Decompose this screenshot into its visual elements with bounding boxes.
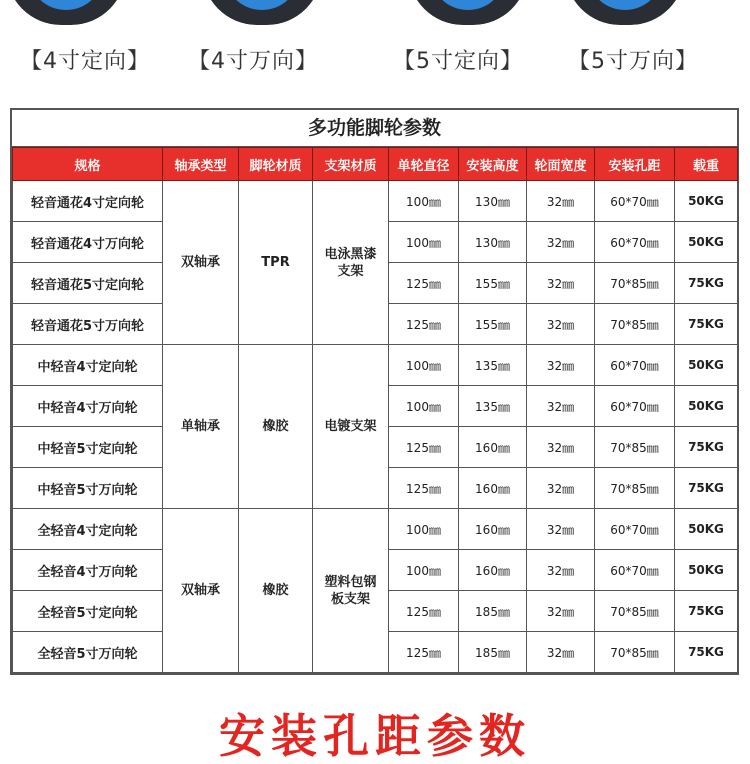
table-title: 多功能脚轮参数 xyxy=(12,110,737,147)
cell-spec: 全轻音4寸万向轮 xyxy=(13,550,163,591)
header-wheel-material: 脚轮材质 xyxy=(239,148,313,181)
cell-spec: 轻音通花4寸万向轮 xyxy=(13,222,163,263)
cell-height: 185㎜ xyxy=(459,591,527,632)
cell-diameter: 100㎜ xyxy=(389,222,459,263)
cell-width: 32㎜ xyxy=(527,181,595,222)
cell-hole-spacing: 60*70㎜ xyxy=(595,550,675,591)
cell-height: 135㎜ xyxy=(459,386,527,427)
cell-bracket-material: 电镀支架 xyxy=(313,345,389,509)
wheel-image-4 xyxy=(565,0,685,25)
cell-spec: 轻音通花5寸定向轮 xyxy=(13,263,163,304)
cell-spec: 中轻音5寸万向轮 xyxy=(13,468,163,509)
cell-hole-spacing: 60*70㎜ xyxy=(595,181,675,222)
cell-diameter: 125㎜ xyxy=(389,427,459,468)
spec-table xyxy=(10,108,739,675)
cell-hole-spacing: 70*85㎜ xyxy=(595,632,675,673)
cell-diameter: 100㎜ xyxy=(389,181,459,222)
cell-height: 160㎜ xyxy=(459,509,527,550)
cell-load: 75KG xyxy=(675,427,738,468)
cell-load: 50KG xyxy=(675,181,738,222)
cell-bracket-material: 电泳黑漆支架 xyxy=(313,181,389,345)
cell-wheel-material: TPR xyxy=(239,181,313,345)
cell-bracket-material: 塑料包钢板支架 xyxy=(313,509,389,673)
cell-load: 75KG xyxy=(675,591,738,632)
cell-load: 50KG xyxy=(675,386,738,427)
cell-wheel-material: 橡胶 xyxy=(239,345,313,509)
cell-hole-spacing: 60*70㎜ xyxy=(595,222,675,263)
table-row xyxy=(13,509,738,550)
wheel-image-2 xyxy=(202,0,322,25)
cell-hole-spacing: 60*70㎜ xyxy=(595,509,675,550)
header-width: 轮面宽度 xyxy=(527,148,595,181)
cell-width: 32㎜ xyxy=(527,550,595,591)
cell-spec: 中轻音4寸定向轮 xyxy=(13,345,163,386)
cell-height: 160㎜ xyxy=(459,468,527,509)
cell-hole-spacing: 70*85㎜ xyxy=(595,427,675,468)
cell-width: 32㎜ xyxy=(527,591,595,632)
cell-diameter: 100㎜ xyxy=(389,509,459,550)
cell-height: 160㎜ xyxy=(459,550,527,591)
cell-diameter: 100㎜ xyxy=(389,550,459,591)
cell-diameter: 125㎜ xyxy=(389,263,459,304)
cell-spec: 中轻音5寸定向轮 xyxy=(13,427,163,468)
table-row xyxy=(13,181,738,222)
header-hole-spacing: 安装孔距 xyxy=(595,148,675,181)
table-header-row xyxy=(13,148,738,181)
product-wheel-strip xyxy=(0,0,750,80)
header-spec: 规格 xyxy=(13,148,163,181)
cell-width: 32㎜ xyxy=(527,386,595,427)
cell-height: 130㎜ xyxy=(459,181,527,222)
cell-load: 50KG xyxy=(675,509,738,550)
cell-width: 32㎜ xyxy=(527,222,595,263)
header-diameter: 单轮直径 xyxy=(389,148,459,181)
cell-bearing: 双轴承 xyxy=(163,509,239,673)
cell-load: 75KG xyxy=(675,263,738,304)
cell-bearing: 双轴承 xyxy=(163,181,239,345)
product-label-3: 【5寸定向】 xyxy=(393,49,523,74)
spec-grid xyxy=(12,147,738,673)
cell-load: 50KG xyxy=(675,550,738,591)
cell-diameter: 125㎜ xyxy=(389,591,459,632)
cell-hole-spacing: 60*70㎜ xyxy=(595,345,675,386)
cell-wheel-material: 橡胶 xyxy=(239,509,313,673)
cell-diameter: 125㎜ xyxy=(389,304,459,345)
cell-height: 160㎜ xyxy=(459,427,527,468)
section-title: 安装孔距参数 xyxy=(219,709,531,763)
cell-hole-spacing: 70*85㎜ xyxy=(595,468,675,509)
product-label-4: 【5寸万向】 xyxy=(568,49,698,74)
cell-width: 32㎜ xyxy=(527,468,595,509)
cell-hole-spacing: 70*85㎜ xyxy=(595,591,675,632)
cell-diameter: 100㎜ xyxy=(389,386,459,427)
cell-spec: 中轻音4寸万向轮 xyxy=(13,386,163,427)
table-body xyxy=(13,181,738,673)
cell-width: 32㎜ xyxy=(527,632,595,673)
product-label-2: 【4寸万向】 xyxy=(188,49,318,74)
cell-width: 32㎜ xyxy=(527,263,595,304)
cell-hole-spacing: 70*85㎜ xyxy=(595,304,675,345)
cell-load: 75KG xyxy=(675,304,738,345)
cell-height: 155㎜ xyxy=(459,263,527,304)
cell-spec: 全轻音5寸定向轮 xyxy=(13,591,163,632)
cell-bearing: 单轴承 xyxy=(163,345,239,509)
cell-spec: 轻音通花5寸万向轮 xyxy=(13,304,163,345)
cell-height: 135㎜ xyxy=(459,345,527,386)
wheel-image-1 xyxy=(6,0,126,25)
cell-hole-spacing: 70*85㎜ xyxy=(595,263,675,304)
cell-diameter: 125㎜ xyxy=(389,468,459,509)
header-bracket-material: 支架材质 xyxy=(313,148,389,181)
cell-spec: 全轻音4寸定向轮 xyxy=(13,509,163,550)
cell-load: 50KG xyxy=(675,222,738,263)
cell-height: 185㎜ xyxy=(459,632,527,673)
cell-load: 50KG xyxy=(675,345,738,386)
cell-load: 75KG xyxy=(675,468,738,509)
cell-width: 32㎜ xyxy=(527,427,595,468)
cell-width: 32㎜ xyxy=(527,304,595,345)
cell-load: 75KG xyxy=(675,632,738,673)
product-label-1: 【4寸定向】 xyxy=(20,49,150,74)
cell-height: 130㎜ xyxy=(459,222,527,263)
cell-width: 32㎜ xyxy=(527,509,595,550)
cell-hole-spacing: 60*70㎜ xyxy=(595,386,675,427)
cell-diameter: 100㎜ xyxy=(389,345,459,386)
header-height: 安装高度 xyxy=(459,148,527,181)
header-load: 载重 xyxy=(675,148,738,181)
header-bearing: 轴承类型 xyxy=(163,148,239,181)
cell-spec: 轻音通花4寸定向轮 xyxy=(13,181,163,222)
wheel-image-3 xyxy=(408,0,528,25)
table-row xyxy=(13,345,738,386)
cell-diameter: 125㎜ xyxy=(389,632,459,673)
cell-width: 32㎜ xyxy=(527,345,595,386)
cell-spec: 全轻音5寸万向轮 xyxy=(13,632,163,673)
cell-height: 155㎜ xyxy=(459,304,527,345)
